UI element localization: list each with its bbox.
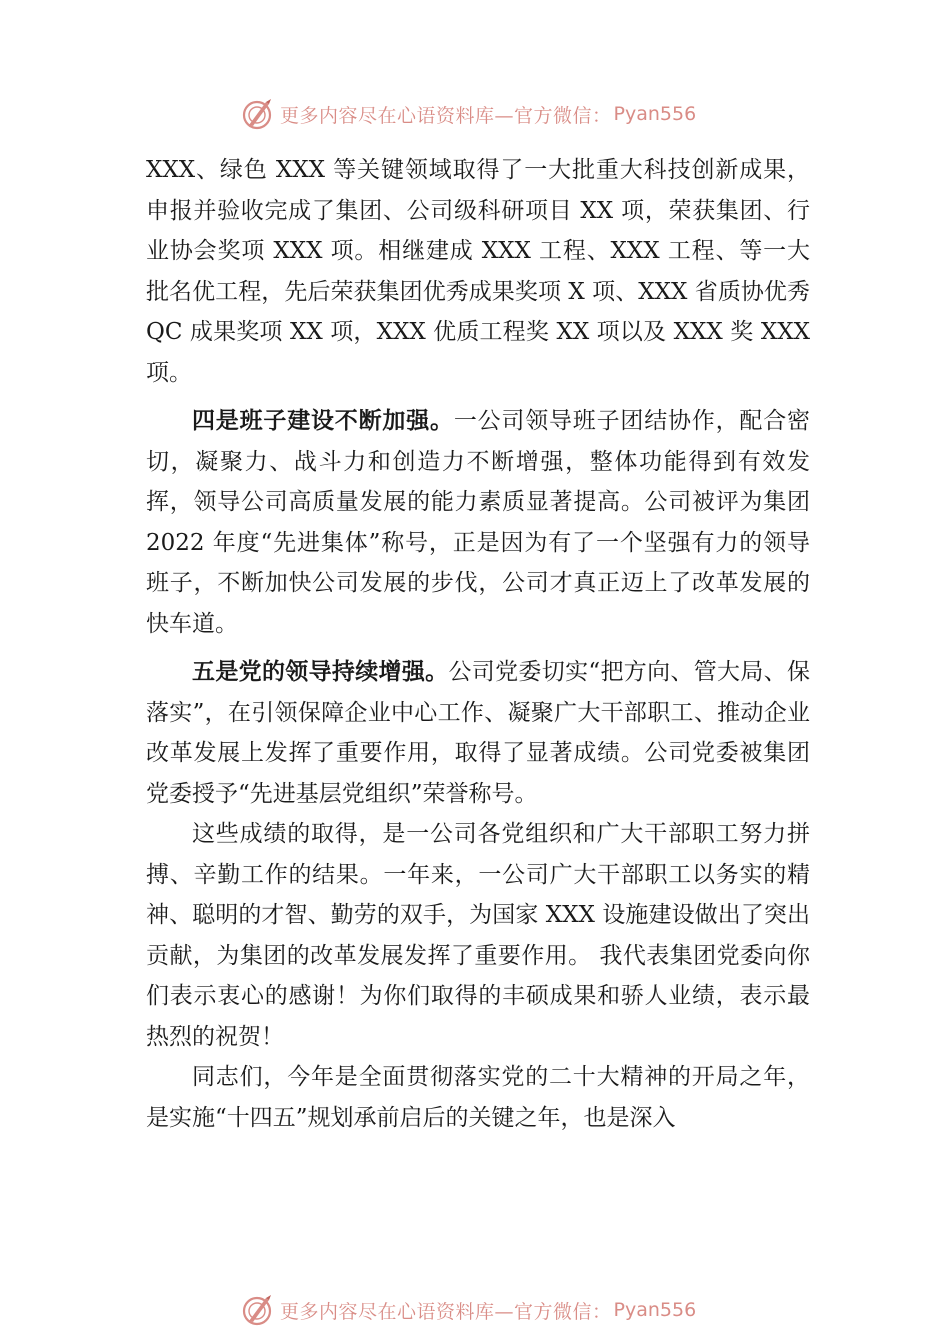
paragraph-2 [146, 401, 810, 644]
watermark-wechat-id: Pyan556 [613, 103, 697, 125]
watermark-text: 更多内容尽在心语资料库—官方微信： [280, 104, 612, 127]
paragraph-5 [146, 1057, 810, 1138]
footer-watermark [240, 1292, 760, 1328]
paragraph-text: 同志们，今年是全面贯彻落实党的二十大精神的开局之年，是实施“十四五”规划承前启后的关键之年，也是深入 [146, 1064, 810, 1131]
paragraph-4 [146, 814, 810, 1057]
quill-pen-seal-icon [240, 97, 274, 131]
paragraph-1 [146, 150, 810, 393]
paragraph-text: 一公司领导班子团结协作，配合密切，凝聚力、战斗力和创造力不断增强，整体功能得到有效发挥，领导公司高质量发展的能力素质显著提高。公司被评为集团 2022 年度“先进集体”称号，正是因为有了一个坚强有力的领导班子，不断加快公司发展的步伐，公司才真正迈上了改革发展的快车道。 [146, 408, 811, 637]
document-body [146, 150, 810, 1138]
paragraph-lead: 四是班子建设不断加强。 [192, 408, 454, 434]
quill-pen-seal-icon [240, 1293, 274, 1327]
paragraph-text: 这些成绩的取得，是一公司各党组织和广大干部职工努力拼搏、辛勤工作的结果。一年来，一公司广大干部职工以务实的精神、聪明的才智、勤劳的双手，为国家 XXX 设施建设做出了突出贡献，为集团的改革发展发挥了重要作用。 我代表集团党委向你们表示衷心的感谢！为你们取得的丰硕成果和骄人业绩，表示最热烈的祝贺！ [146, 821, 810, 1050]
paragraph-text: XXX、绿色 XXX 等关键领域取得了一大批重大科技创新成果，申报并验收完成了集团、公司级科研项目 XX 项，荣获集团、行业协会奖项 XXX 项。相继建成 XXX 工程、XXX 工程、等一大批名优工程，先后荣获集团优秀成果奖项 X 项、XXX 省质协优秀 QC 成果奖项 XX 项，XXX 优质工程奖 XX 项以及 XXX 奖 XXX 项。 [146, 157, 810, 386]
watermark-wechat-id: Pyan556 [613, 1299, 697, 1321]
paragraph-3 [146, 652, 810, 814]
paragraph-text: 公司党委切实“把方向、管大局、保落实”，在引领保障企业中心工作、凝聚广大干部职工、推动企业改革发展上发挥了重要作用，取得了显著成绩。公司党委被集团党委授予“先进基层党组织”荣誉称号。 [146, 659, 810, 807]
header-watermark [240, 96, 760, 132]
watermark-text: 更多内容尽在心语资料库—官方微信： [280, 1300, 612, 1323]
paragraph-lead: 五是党的领导持续增强。 [192, 659, 449, 685]
